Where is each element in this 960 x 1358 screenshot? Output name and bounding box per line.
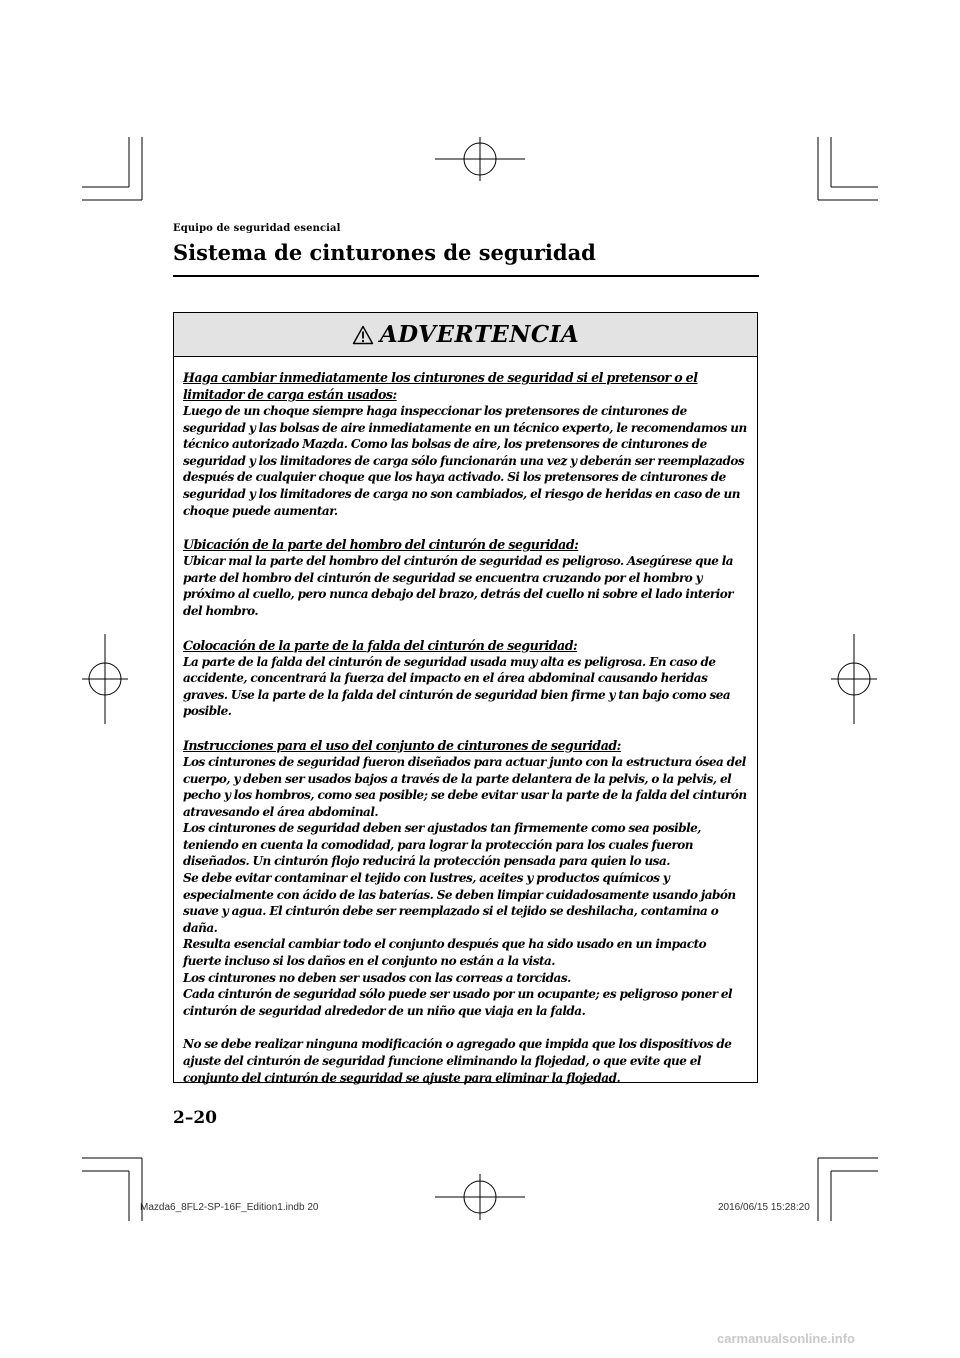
warning-body (174, 357, 757, 1086)
section-paragraph: Ubicar mal la parte del hombro del cinturón de seguridad es peligroso. Asegúrese que la parte del hombro del cinturón de seguridad se encuentra cruzando por el hombro y próximo al cuello, pero nunca debajo del brazo, detrás del cuello ni sobre el lado interior del hombro. (183, 554, 734, 618)
footer-timestamp: 2016/06/15 15:28:20 (718, 1202, 810, 1213)
warning-header (174, 313, 757, 357)
warning-box (173, 312, 758, 1083)
section-heading: Colocación de la parte de la falda del cinturón de seguridad: (183, 637, 578, 653)
footer-file: Mazda6_8FL2-SP-16F_Edition1.indb 20 (140, 1202, 319, 1213)
section-heading: Haga cambiar inmediatamente los cinturones de seguridad si el pretensor o el limitador de carga están usados: (183, 370, 698, 402)
section-heading: Ubicación de la parte del hombro del cinturón de seguridad: (183, 537, 579, 553)
watermark: carmanualsonline.info (717, 1331, 855, 1346)
warning-triangle-icon (352, 325, 374, 345)
closing-paragraph: No se debe realizar ninguna modificación o agregado que impida que los dispositivos de ajuste del cinturón de seguridad funcione eliminando la flojedad, o que evite que el conjunto del cinturón de seguridad se ajuste para eliminar la flojedad. (183, 1037, 732, 1085)
section-paragraph: Los cinturones no deben ser usados con las correas a torcidas. (183, 970, 571, 985)
section-paragraph: La parte de la falda del cinturón de seguridad usada muy alta es peligrosa. En caso de accidente, concentrará la fuerza del impacto en el área abdominal causando heridas graves. Use la parte de la falda del cinturón de seguridad bien firme y tan bajo como sea posible. (183, 654, 731, 719)
section-paragraph: Resulta esencial cambiar todo el conjunto después que ha sido usado en un impacto fuerte incluso si los daños en el conjunto no están a la vista. (183, 937, 707, 969)
section-paragraph: Cada cinturón de seguridad sólo puede ser usado por un ocupante; es peligroso poner el cinturón de seguridad alrededor de un niño que viaja en la falda. (183, 987, 733, 1018)
section-paragraph: Se debe evitar contaminar el tejido con lustres, aceites y productos químicos y especialmente con ácido de las baterías. Se deben limpiar cuidadosamente usando jabón suave y agua. El cinturón debe ser reemplazado si el tejido se deshilacha, contamina o daña. (183, 871, 736, 935)
page-number: 2–20 (173, 1108, 217, 1128)
section-label: Equipo de seguridad esencial (173, 223, 341, 234)
warning-title: ADVERTENCIA (379, 321, 580, 348)
section-paragraph: Los cinturones de seguridad fueron diseñados para actuar junto con la estructura ósea del cuerpo, y deben ser usados bajos a través de la parte delantera de la pelvis, o la pelvis, el pecho y los hombros, como sea posible; se debe evitar usar la parte de la falda del cinturón atravesando el área abdominal. (183, 754, 747, 819)
page-title: Sistema de cinturones de seguridad (173, 240, 596, 265)
section-paragraph: Los cinturones de seguridad deben ser ajustados tan firmemente como sea posible, teniendo en cuenta la comodidad, para lograr la protección para los cuales fueron diseñados. Un cinturón flojo reducirá la protección pensada para quien lo usa. (183, 821, 701, 869)
title-divider (173, 275, 759, 277)
section-paragraph: Luego de un choque siempre haga inspeccionar los pretensores de cinturones de seguridad y las bolsas de aire inmediatamente en un técnico experto, le recomendamos un técnico autorizado Mazda. Como las bolsas de aire, los pretensores de cinturones de seguridad y los limitadores de carga sólo funcionarán una vez y deberán ser reemplazados después de cualquier choque que los haya activado. Si los pretensores de cinturones de seguridad y los limitadores de carga no son cambiados, el riesgo de heridas en caso de un choque puede aumentar. (183, 404, 747, 518)
section-heading: Instrucciones para el uso del conjunto de cinturones de seguridad: (183, 737, 621, 753)
